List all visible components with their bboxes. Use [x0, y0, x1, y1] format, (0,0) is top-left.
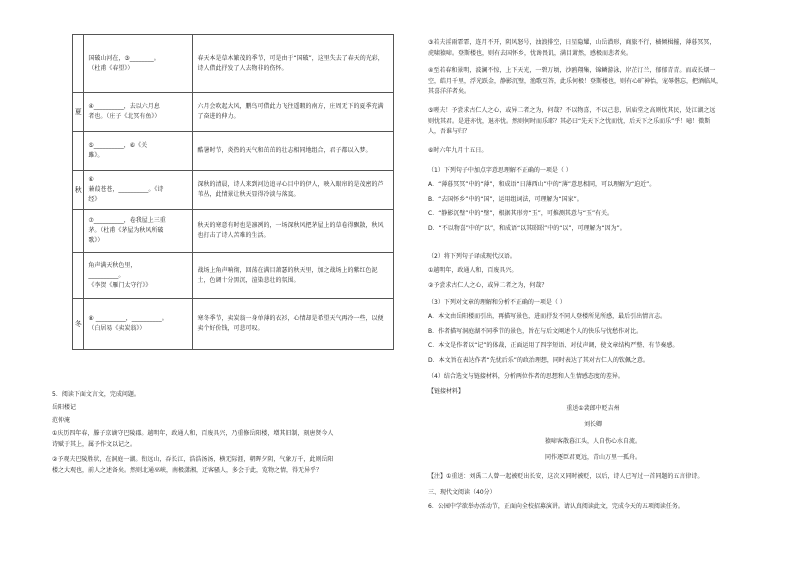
- passage-date: ⑥时六年九月十五日。: [428, 147, 488, 154]
- poem-line-2: 同作逐臣君更远，青山万里一孤舟。: [544, 454, 641, 461]
- question-line: __________。: [88, 271, 125, 279]
- question-line: ⑤__________，⑥《关: [88, 142, 148, 149]
- question-line: 蒹葭苍苍，__________。《诗: [88, 186, 164, 193]
- season-cell: [73, 210, 84, 253]
- table-row: [73, 132, 394, 171]
- question-line: ⑧ __________，__________。: [88, 315, 168, 322]
- season-cell: 秋: [73, 171, 84, 210]
- question-line: ⑦__________，卷我屋上三重: [88, 217, 166, 224]
- question-1-stem: （1）下列句子中加点字意思理解不正确的一项是（ ）: [428, 167, 572, 174]
- season-cell: 冬: [73, 299, 84, 350]
- poem-author: 刘长卿: [583, 421, 602, 428]
- section-3-heading: 三、现代文阅读（40分）: [428, 489, 496, 496]
- question-line: 《李贺《雁门太守行》》: [88, 281, 152, 289]
- table-row: [73, 171, 394, 210]
- question-5-label: 5．阅读下面文言文，完成问题。: [52, 391, 140, 398]
- question-line: 国破山河在，③________。: [88, 54, 160, 62]
- question-line: 雎》。: [88, 152, 104, 159]
- option-b: B．作者描写洞庭湖不同季节的景色，旨在与后文阐述个人的快乐与忧愁作对比。: [428, 327, 643, 335]
- question-2-stem: （2）将下列句子译成现代汉语。: [428, 253, 516, 260]
- option-a: A．本文由岳阳楼而引出，再描写景色，进而抒发不同人登楼所见所感，最后引出情言志。: [428, 313, 667, 320]
- question-line: 者也。（庄子《北冥有鱼》）: [88, 113, 161, 120]
- para-1-line: 诗赋于其上，属予作文以记之。: [52, 440, 137, 448]
- option-c: C．本文是作者以“记”的体裁，正面运用了四字短语、对仗声调，使文章结构严整、有节奏感。: [428, 342, 679, 349]
- question-line: ④__________，去以六月息: [88, 103, 160, 110]
- para-2-line: ②予观夫巴陵胜状，在洞庭一湖。衔远山，吞长江，浩浩汤汤，横无际涯，朝晖夕阴，气象万千，此则岳阳: [52, 456, 334, 463]
- q2-item: ②予尝求古仁人之心，或异二者之为，何哉？: [428, 281, 548, 289]
- question-1-options: [428, 180, 758, 234]
- table-row: [73, 35, 394, 93]
- season-cell: 夏: [73, 93, 84, 132]
- passage-para-4: [428, 66, 758, 98]
- poem-note: 【注】①重送：刘禹二人曾一起被贬出长安，这次又同时被贬，以后，诗人已写过一首同题的五言律诗。: [428, 473, 704, 480]
- question-3-options: [428, 312, 758, 366]
- question-line: 经》: [88, 196, 101, 203]
- poem-title: 重送①裴郎中贬吉州: [566, 405, 620, 412]
- link-material-header: 【链接材料】: [428, 388, 465, 395]
- blank-question-cell: [84, 171, 193, 210]
- explanation-cell: 战场上角声响彻，回荡在满目萧瑟的秋天里，加之战场上的紫红色泥土，色调十分黑沉，渲染悲壮的氛围。: [193, 253, 394, 299]
- option-c: C．“静影沉璧”中的“璧”，根据其形旁“玉”，可推测其意与“玉”有关。: [428, 210, 614, 217]
- passage-para-1: [52, 429, 382, 450]
- option-d: D．本文旨在表达作者“先忧后乐”的政治理想，同时表达了其对古仁人的钦佩之意。: [428, 356, 649, 364]
- option-a: A．“薄暮冥冥”中的“薄”，和成语“日薄西山”中的“薄”意思相同，可以理解为“迫近”。: [428, 181, 656, 188]
- season-cell: [73, 35, 84, 93]
- blank-question-cell: [84, 132, 193, 171]
- question-line: 茅。（杜甫《茅屋为秋风所破: [88, 227, 164, 234]
- blank-question-cell: [84, 299, 193, 350]
- blank-question-cell: [84, 210, 193, 253]
- para-3-line: ③若夫淫雨霏霏，连月不开，阴风怒号，浊浪排空，日星隐耀，山岳潜形，商旅不行，樯倾楫摧，薄暮冥冥，: [428, 39, 716, 46]
- para-5-line: 人，吾谁与归？: [428, 128, 471, 135]
- explanation-cell: 酷暑时节，炎热的天气和茁茁的壮志相同地组合，君子都以入梦。: [193, 132, 394, 171]
- table-row: [73, 93, 394, 132]
- passage-para-2: [52, 455, 382, 476]
- para-5-line: ⑤嗟夫！予尝求古仁人之心，或异二者之为，何哉？不以物喜，不以己悲，居庙堂之高则忧其民，处江湖之远: [428, 107, 716, 114]
- table-row: [73, 210, 394, 253]
- table-row: [73, 299, 394, 350]
- question-line: （杜甫《春望》）: [88, 64, 134, 72]
- para-2-line: 楼之大观也，前人之述备矣。然则北通巫峡，南极潇湘，迁客骚人，多会于此，览物之情，得无异乎？: [52, 466, 323, 474]
- season-cell: [73, 253, 84, 299]
- passage-para-3: [428, 38, 758, 59]
- table-row: [73, 253, 394, 299]
- explanation-cell: 秋天的寒意有时也是凛冽的，一场深秋风把茅屋上的草卷得飘散，秋风也打击了诗人苦难的生活。: [193, 210, 394, 253]
- para-5-line: 则忧其君。是进亦忧，退亦忧。然则何时而乐耶？其必曰“先天下之忧而忧，后天下之乐而乐”乎！噫！微斯: [428, 117, 711, 125]
- blank-question-cell: [84, 253, 193, 299]
- para-1-line: ①庆历四年春，滕子京谪守巴陵郡。越明年，政通人和，百废具兴，乃重修岳阳楼，增其旧制，刻唐贤今人: [52, 430, 334, 437]
- para-4-line: ④至若春和景明，波澜不惊，上下天光，一碧万顷，沙鸥翔集，锦鳞游泳，岸芷汀兰，郁郁青青。而或长烟一: [428, 67, 716, 74]
- poem-line-1: 猿啼客散暮江头，人自伤心水自流。: [544, 438, 641, 445]
- question-2-items: [428, 266, 758, 291]
- para-4-line: 空，皓月千里，浮光跃金，静影沉璧，渔歌互答，此乐何极！登斯楼也，则有心旷神怡，宠辱偕忘，把酒临风，: [428, 77, 723, 85]
- explanation-cell: 深秋的清晨，诗人来到河边追寻心目中的伊人，映入眼帘的是茂密的芦苇丛，此情景让秋天显得冷淡与落寞。: [193, 171, 394, 210]
- seasons-poetry-table: [72, 34, 394, 350]
- explanation-cell: 春天本是草木繁茂的季节，可是由于“国破”，这里失去了春天的光彩，诗人借此抒发了人去物非的伤怀。: [193, 35, 394, 93]
- option-d: D．“不以物喜”中的“以”，和成语“以其昭昭”中的“以”，可理解为“因为”。: [428, 224, 626, 232]
- season-cell: [73, 132, 84, 171]
- para-3-line: 虎啸猿啼。登斯楼也，则有去国怀乡，忧谗畏讥，满目萧然，感极而悲者矣。: [428, 49, 633, 57]
- q2-item: ①越明年，政通人和，百废具兴。: [428, 267, 518, 274]
- passage-title: 岳阳楼记: [52, 404, 77, 411]
- passage-para-5: [428, 106, 758, 138]
- question-line: ⑥: [88, 176, 94, 183]
- explanation-cell: 六月会吹起大风，鹏鸟可借此力飞往遥暇的南方，庄周无下的夏季充满了奋进的伸力。: [193, 93, 394, 132]
- question-6-stem: 6．公园中学欲举办活动节，正面向全校招募演讲。请认真阅读此文，完成今天的五项阅读任务。: [428, 503, 684, 510]
- question-line: 角声满天秋色里，: [88, 261, 137, 269]
- explanation-cell: 寒冬季节，卖炭翁一身单薄的衣衫，心情却是希望天气再冷一些，以便卖个好价钱，可悲可叹。: [193, 299, 394, 350]
- question-line: （白居易《卖炭翁》）: [88, 325, 146, 332]
- option-b: B．“去国怀乡”中的“国”，运用组词法，可理解为“国家”。: [428, 195, 583, 203]
- para-4-line: 其喜洋洋者矣。: [428, 88, 471, 95]
- passage-author: 范仲淹: [52, 417, 71, 424]
- blank-question-cell: [84, 35, 193, 93]
- question-line: 歌》）: [88, 237, 104, 244]
- blank-question-cell: [84, 93, 193, 132]
- question-4-stem: （4）结合选文与链接材料，分析两位作者的思想和人生情感态度的差异。: [428, 373, 624, 380]
- question-3-stem: （3）下列对文章的理解和分析不正确的一项是（ ）: [428, 299, 566, 306]
